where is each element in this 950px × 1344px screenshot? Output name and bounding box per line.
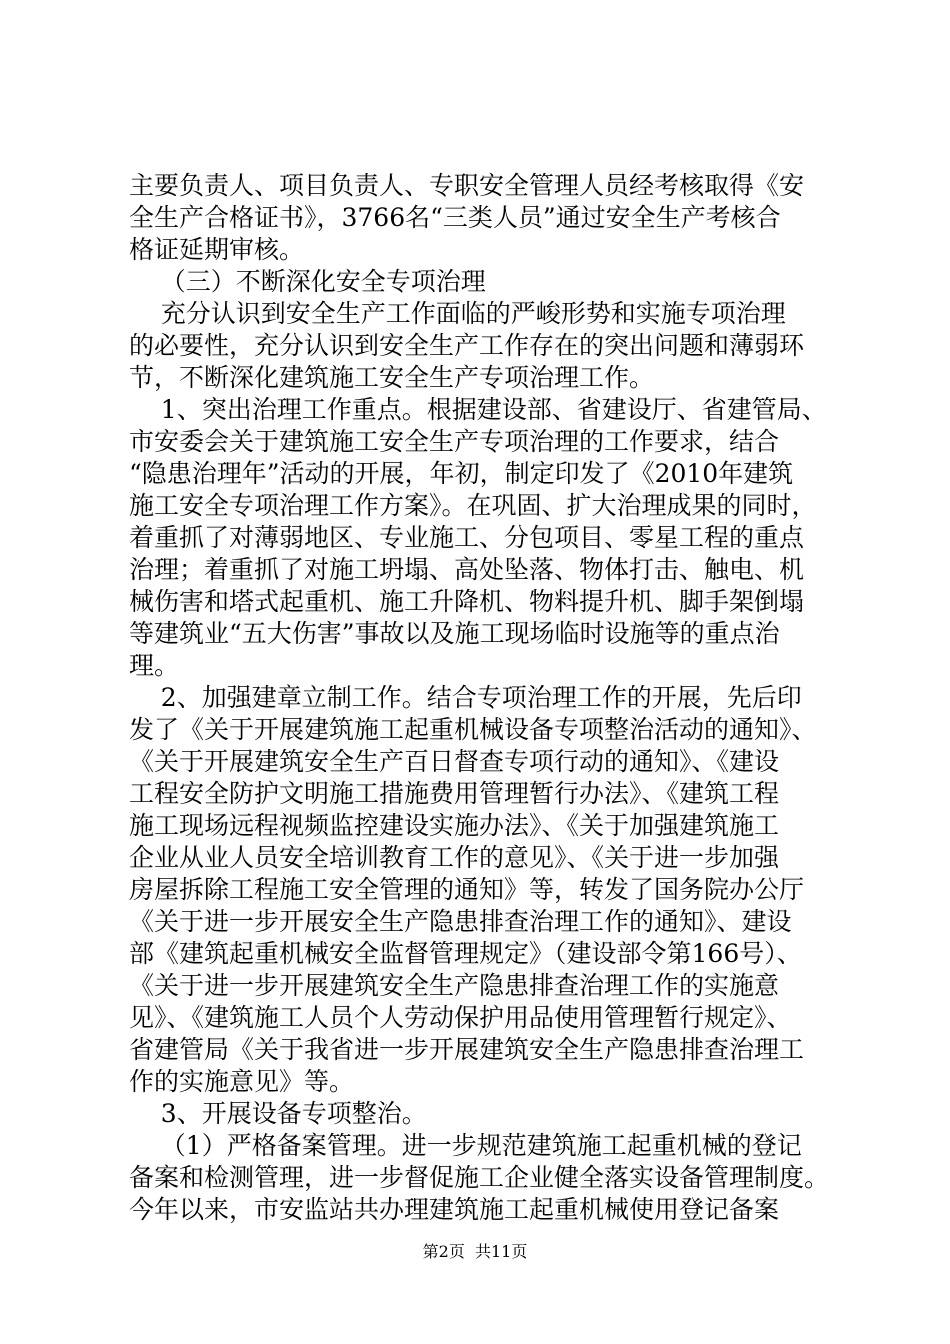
text-line: 充分认识到安全生产工作面临的严峻形势和实施专项治理 bbox=[129, 299, 786, 328]
text-line: 《关于进一步开展建筑安全生产隐患排查治理工作的实施意 bbox=[129, 971, 780, 1000]
text-line: 工程安全防护文明施工措施费用管理暂行办法》、《建筑工程 bbox=[129, 779, 780, 808]
text-line: （1）严格备案管理。进一步规范建筑施工起重机械的登记 bbox=[129, 1131, 802, 1160]
text-line: 格证延期审核。 bbox=[129, 235, 305, 264]
text-line: （三）不断深化安全专项治理 bbox=[129, 267, 486, 296]
text-line: 着重抓了对薄弱地区、专业施工、分包项目、零星工程的重点 bbox=[129, 523, 805, 552]
text-line: 等建筑业“五大伤害”事故以及施工现场临时设施等的重点治 bbox=[129, 619, 780, 648]
text-line: 发了《关于开展建筑施工起重机械设备专项整治活动的通知》、 bbox=[129, 715, 817, 744]
text-line: 《关于进一步开展安全生产隐患排查治理工作的通知》、建设 bbox=[129, 907, 792, 936]
text-line: 械伤害和塔式起重机、施工升降机、物料提升机、脚手架倒塌 bbox=[129, 587, 805, 616]
text-line: 见》、《建筑施工人员个人劳动保护用品使用管理暂行规定》、 bbox=[129, 1003, 792, 1032]
text-line: 的必要性，充分认识到安全生产工作存在的突出问题和薄弱环 bbox=[129, 331, 805, 360]
body-text bbox=[129, 170, 829, 1226]
text-line: 2、加强建章立制工作。结合专项治理工作的开展，先后印 bbox=[129, 683, 802, 712]
text-line: 房屋拆除工程施工安全管理的通知》等，转发了国务院办公厅 bbox=[129, 875, 805, 904]
text-line: 理。 bbox=[129, 651, 180, 680]
text-line: 治理；着重抓了对施工坍塌、高处坠落、物体打击、触电、机 bbox=[129, 555, 805, 584]
text-line: 市安委会关于建筑施工安全生产专项治理的工作要求，结合 bbox=[129, 427, 780, 456]
text-line: 作的实施意见》等。 bbox=[129, 1067, 355, 1096]
text-line: 今年以来，市安监站共办理建筑施工起重机械使用登记备案 bbox=[129, 1195, 780, 1224]
text-line: 1、突出治理工作重点。根据建设部、省建设厅、省建管局、 bbox=[129, 395, 827, 424]
text-line: 备案和检测管理，进一步督促施工企业健全落实设备管理制度。 bbox=[129, 1163, 829, 1192]
text-line: “隐患治理年”活动的开展，年初，制定印发了《2010年建筑 bbox=[129, 459, 794, 488]
text-line: 施工现场远程视频监控建设实施办法》、《关于加强建筑施工 bbox=[129, 811, 780, 840]
text-line: 省建管局《关于我省进一步开展建筑安全生产隐患排查治理工 bbox=[129, 1035, 805, 1064]
text-line: 部《建筑起重机械安全监督管理规定》（建设部令第166号）、 bbox=[129, 939, 802, 968]
text-line: 节，不断深化建筑施工安全生产专项治理工作。 bbox=[129, 363, 655, 392]
text-line: 企业从业人员安全培训教育工作的意见》、《关于进一步加强 bbox=[129, 843, 780, 872]
text-line: 施工安全专项治理工作方案》。在巩固、扩大治理成果的同时， bbox=[129, 491, 817, 520]
text-line: 3、开展设备专项整治。 bbox=[129, 1099, 427, 1128]
page-footer: 第2页 共11页 bbox=[422, 1242, 528, 1261]
text-line: 《关于开展建筑安全生产百日督查专项行动的通知》、《建设 bbox=[129, 747, 780, 776]
text-line: 全生产合格证书》，3766名“三类人员”通过安全生产考核合 bbox=[129, 203, 781, 232]
text-line: 主要负责人、项目负责人、专职安全管理人员经考核取得《安 bbox=[129, 171, 805, 200]
